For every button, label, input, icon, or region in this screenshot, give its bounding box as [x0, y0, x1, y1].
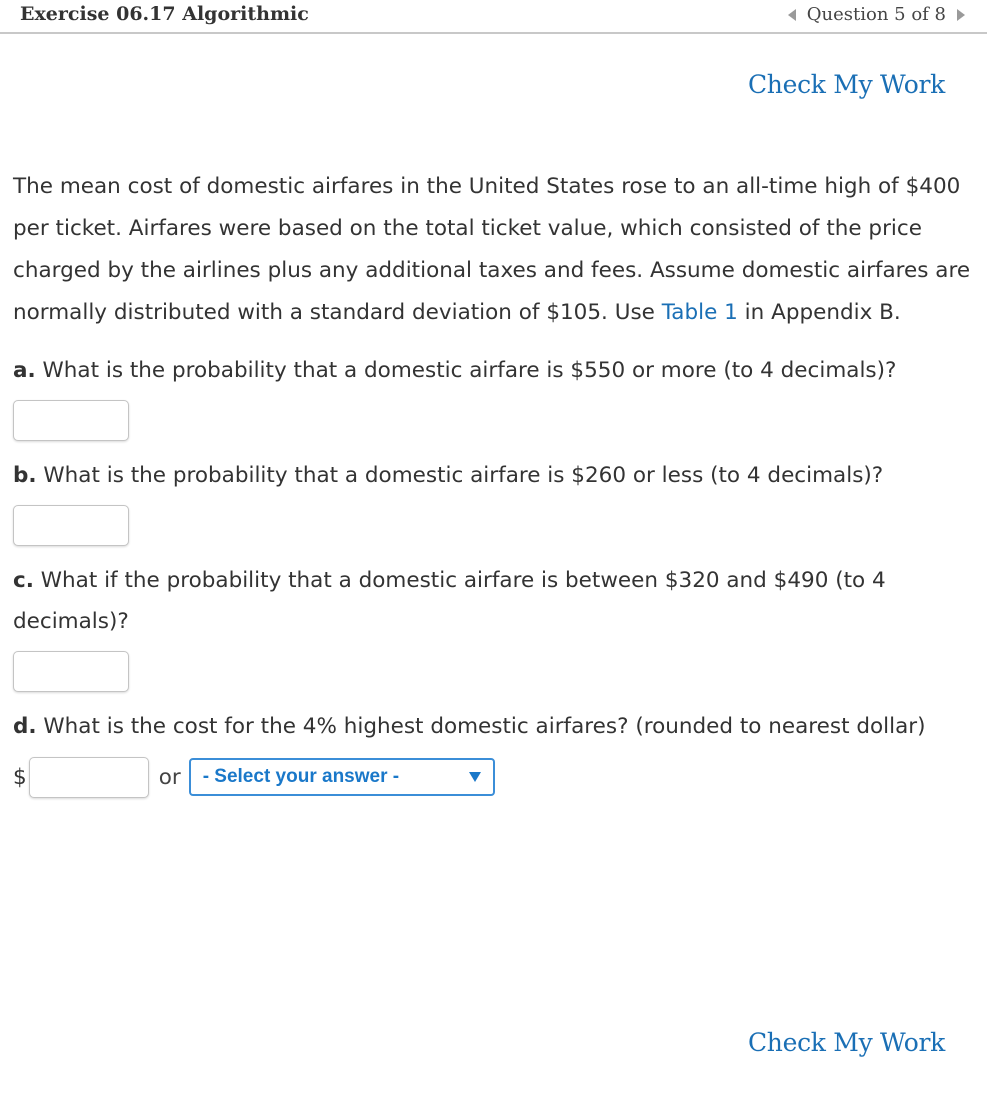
answer-a-input[interactable]	[13, 400, 129, 441]
problem-statement	[13, 166, 981, 334]
question-d-text: What is the cost for the 4% highest domestic airfares? (rounded to nearest dollar)	[36, 714, 926, 739]
check-my-work-button-top[interactable]: Check My Work	[747, 70, 945, 99]
question-c-letter: c.	[13, 568, 34, 593]
question-d-letter: d.	[13, 714, 37, 739]
question-b	[13, 455, 981, 496]
check-my-work-button-bottom[interactable]: Check My Work	[747, 1028, 945, 1057]
header-bar	[0, 0, 987, 34]
question-navigator	[788, 4, 965, 25]
next-question-icon[interactable]	[957, 9, 965, 21]
question-position: Question 5 of 8	[806, 4, 946, 25]
answer-d-row	[13, 753, 981, 801]
previous-question-icon[interactable]	[788, 9, 796, 21]
dropdown-arrow-icon	[469, 772, 481, 782]
question-c	[13, 560, 981, 642]
or-label: or	[158, 764, 181, 790]
answer-c-input[interactable]	[13, 651, 129, 692]
answer-d-select[interactable]	[189, 758, 495, 796]
question-a-text: What is the probability that a domestic airfare is $550 or more (to 4 decimals)?	[35, 358, 897, 383]
question-b-letter: b.	[13, 463, 37, 488]
question-d	[13, 706, 981, 747]
question-c-text: What if the probability that a domestic airfare is between $320 and $490 (to 4 decimals)?	[13, 568, 886, 634]
answer-d-input[interactable]	[29, 757, 149, 798]
table-1-link[interactable]: Table 1	[661, 300, 738, 325]
question-b-text: What is the probability that a domestic airfare is $260 or less (to 4 decimals)?	[36, 463, 884, 488]
question-content	[13, 166, 981, 801]
dollar-sign: $	[13, 764, 27, 790]
select-value: - Select your answer -	[202, 766, 400, 787]
problem-intro-end: in Appendix B.	[737, 300, 901, 325]
problem-intro: The mean cost of domestic airfares in the United States rose to an all-time high of $400 per ticket. Airfares were based on the total ticket value, which consisted of the price charged by the airlines plus any additional taxes and fees. Assume domestic airfares are normally distributed with a standard deviation of $105. Use	[13, 174, 971, 325]
answer-b-input[interactable]	[13, 505, 129, 546]
question-a	[13, 350, 981, 391]
exercise-title: Exercise 06.17 Algorithmic	[20, 3, 309, 25]
question-a-letter: a.	[13, 358, 36, 383]
